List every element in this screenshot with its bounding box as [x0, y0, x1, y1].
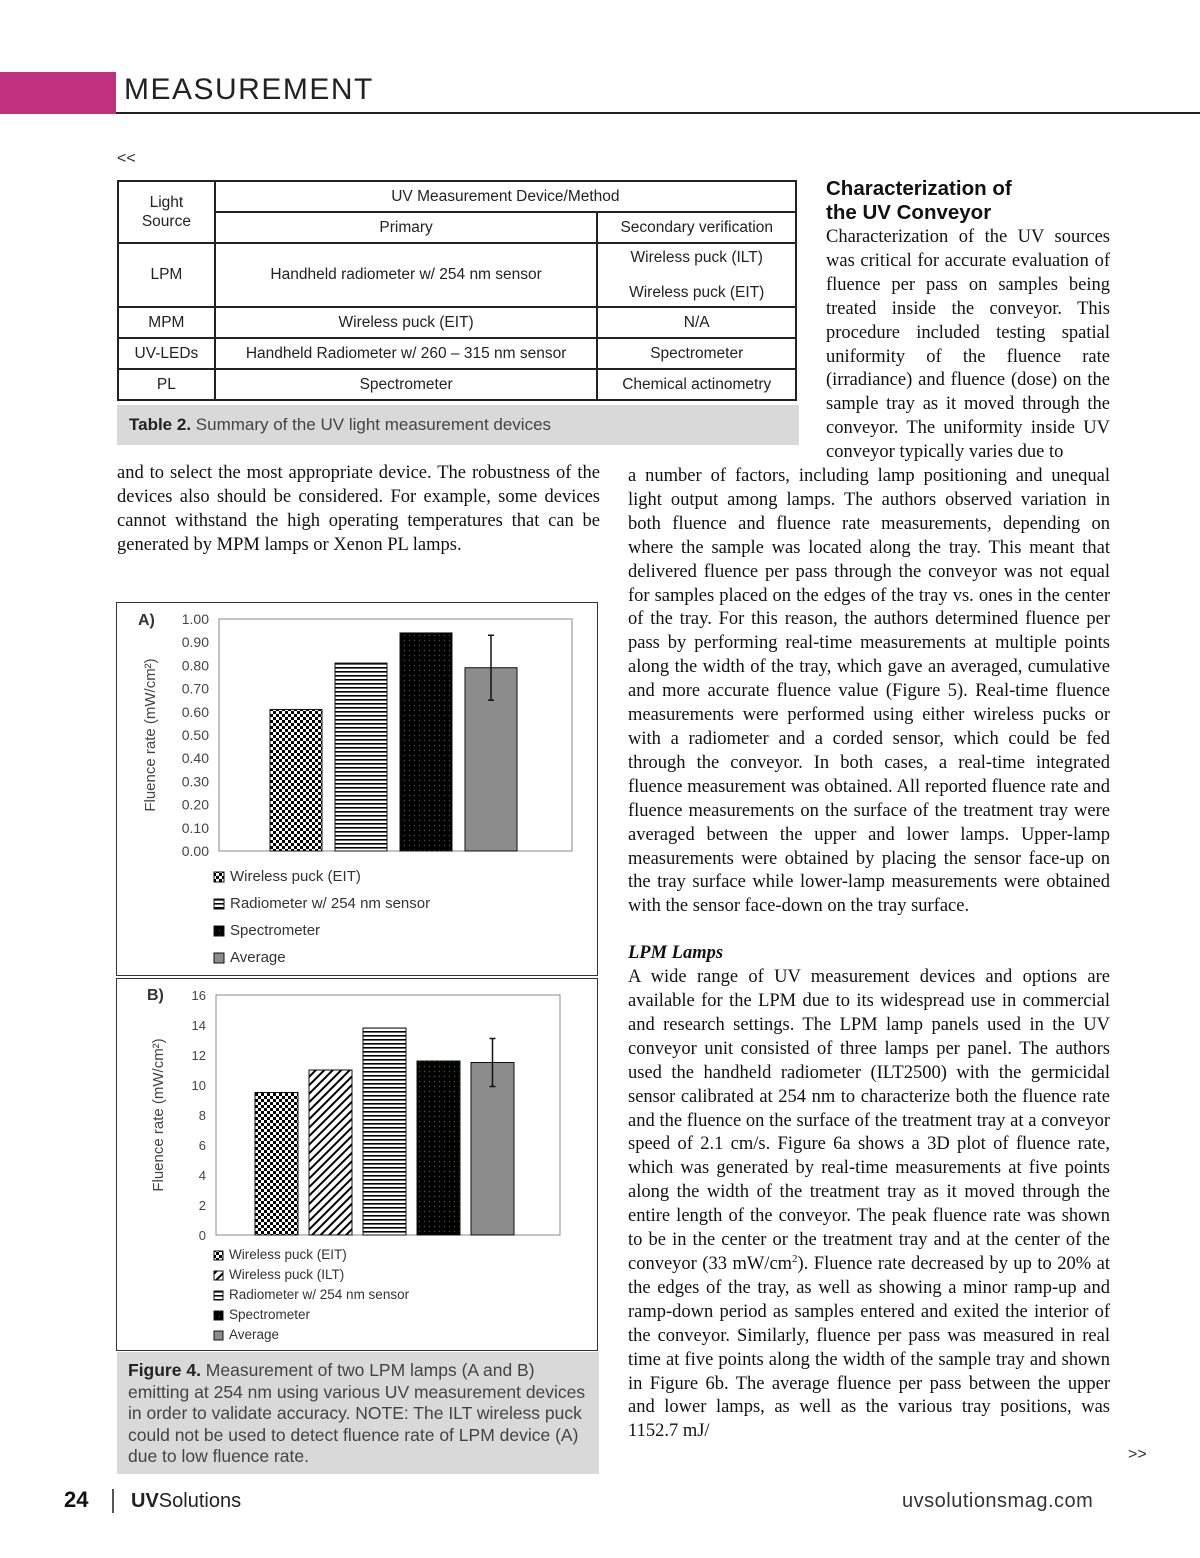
y-tick-label: 8	[198, 1108, 206, 1123]
table-cell-source: PL	[118, 369, 215, 400]
legend-swatch	[214, 1291, 223, 1300]
y-tick-label: 4	[198, 1168, 206, 1183]
table-cell-source: UV-LEDs	[118, 338, 215, 369]
table-2	[117, 180, 797, 401]
table-cell-source: LPM	[118, 243, 215, 307]
bar	[309, 1070, 352, 1235]
table-cell-primary: Spectrometer	[215, 369, 598, 400]
y-tick-label: 0.70	[181, 680, 209, 697]
chart-a	[117, 603, 596, 974]
legend-label: Average	[229, 1327, 280, 1342]
legend-label: Wireless puck (EIT)	[230, 868, 361, 885]
bar	[471, 1063, 514, 1236]
figure-4-caption: Figure 4. Measurement of two LPM lamps (A and B) emitting at 254 nm using various UV measurement devices in order to validate accuracy. NOTE: The ILT wireless puck could not be used to detect fluence rate of LPM device (A) due to low fluence rate.	[117, 1352, 599, 1474]
left-body-text: and to select the most appropriate device. The robustness of the devices also should be considered. For example, some devices cannot withstand the high operating temperatures that can be generated by MPM lamps or Xenon PL lamps.	[117, 463, 600, 555]
section-color-bar	[0, 72, 116, 114]
y-tick-label: 0.10	[181, 819, 209, 836]
legend-swatch	[214, 899, 224, 909]
table-cell-source: MPM	[118, 307, 215, 338]
table-header-device: UV Measurement Device/Method	[215, 181, 796, 212]
y-tick-label: 0.30	[181, 773, 209, 790]
table-cell-primary: Wireless puck (EIT)	[215, 307, 598, 338]
table-header-primary: Primary	[215, 212, 598, 243]
bar	[400, 633, 452, 851]
y-tick-label: 0.50	[181, 727, 209, 743]
y-tick-label: 0.40	[181, 750, 209, 767]
bar	[255, 1093, 298, 1236]
bar	[417, 1061, 460, 1235]
right-body-text-top: Characterization of the UV sources was critical for accurate evaluation of fluence per pass on samples being treated inside the conveyor. This procedure included testing spatial uniformity of the fluence rate (irradiance) and fluence (dose) on the sample tray as it moved through the conveyor. The uniformity inside UV conveyor typically varies due to	[826, 227, 1110, 463]
legend-label: Average	[230, 949, 286, 966]
header-rule	[116, 112, 1200, 114]
table-cell-secondary: Wireless puck (ILT) Wireless puck (EIT)	[597, 243, 796, 307]
y-tick-label: 0	[198, 1228, 206, 1243]
y-tick-label: 2	[198, 1198, 206, 1213]
table-header-light-source: Light Source	[118, 181, 215, 243]
legend-label: Spectrometer	[230, 922, 321, 939]
legend-swatch	[214, 953, 224, 963]
chart-b	[117, 979, 596, 1349]
legend-swatch	[214, 1271, 223, 1280]
page-number: 24	[64, 1487, 89, 1512]
y-tick-label: 0.80	[181, 657, 209, 674]
legend-swatch	[214, 1331, 223, 1340]
y-tick-label: 0.60	[181, 703, 209, 720]
y-axis-label: Fluence rate (mW/cm²)	[150, 1038, 167, 1192]
prev-page-link[interactable]: <<	[117, 150, 136, 167]
panel-label: A)	[138, 612, 155, 629]
y-tick-label: 0.00	[181, 843, 209, 859]
bar	[335, 663, 387, 851]
table-cell-primary: Handheld Radiometer w/ 260 – 315 nm sensor	[215, 338, 598, 369]
y-axis-label: Fluence rate (mW/cm²)	[142, 658, 159, 812]
table-header-secondary: Secondary verification	[597, 212, 796, 243]
y-tick-label: 0.20	[181, 796, 209, 813]
y-tick-label: 1.00	[181, 611, 209, 627]
figure-4b	[116, 978, 598, 1351]
legend-label: Wireless puck (ILT)	[229, 1267, 345, 1282]
lpm-subheading: LPM Lamps	[628, 943, 724, 964]
legend-swatch	[214, 1251, 223, 1260]
legend-label: Radiometer w/ 254 nm sensor	[229, 1287, 410, 1302]
y-tick-label: 16	[191, 988, 206, 1003]
legend-label: Spectrometer	[229, 1307, 311, 1322]
table-cell-primary: Handheld radiometer w/ 254 nm sensor	[215, 243, 598, 307]
y-tick-label: 0.90	[181, 634, 209, 651]
table-cell-secondary: N/A	[597, 307, 796, 338]
legend-swatch	[214, 926, 224, 936]
y-tick-label: 10	[191, 1078, 206, 1093]
legend-swatch	[214, 872, 224, 882]
table-cell-secondary: Chemical actinometry	[597, 369, 796, 400]
footer-separator	[112, 1489, 114, 1513]
legend-label: Radiometer w/ 254 nm sensor	[230, 895, 431, 912]
y-tick-label: 14	[191, 1018, 206, 1033]
right-body-text-main: a number of factors, including lamp positioning and unequal light output among lamps. The authors observed variation in both fluence and fluence rate measurements, depending on where the sample was located along the tray. This meant that delivered fluence per pass through the conveyor was not equal for samples placed on the edges of the tray vs. ones in the center of the tray. For this reason, the authors determined fluence per pass by performing real-time measurements at multiple points along the width of the tray, which gave an averaged, cumulative and more accurate fluence value (Figure 5). Real-time fluence measurements were performed using either wireless pucks or with a radiometer and a corded sensor, which could be fed through the conveyor. In both cases, a real-time integrated fluence measurement was obtained. All reported fluence rate and fluence measurements on the surface of the treatment tray were averaged between the upper and lower lamps. Upper-lamp measurements were obtained by placing the sensor face-up on the tray surface while lower-lamp measurements were obtained with the sensor face-down on the tray surface. LPM Lamps A wide range of UV measurement devices and options are available for the LPM due to its widespread use in commercial and research settings. The LPM lamp panels used in the UV conveyor unit consisted of three lamps per panel. The authors used the handheld radiometer (ILT2500) with the germicidal sensor calibrated at 254 nm to characterize both the fluence rate and the fluence on the surface of the treatment tray at a conveyor speed of 2.1 cm/s. Figure 6a shows a 3D plot of fluence rate, which was generated by real-time measurements at five points along the width of the treatment tray as it moved through the entire length of the conveyor. The peak fluence rate was shown to be in the center or the treatment tray and at the center of the conveyor (33 $mW/cm^2$). Fluence rate decreased by up to 20% at the edges of the tray, as well as showing a minor ramp-up and ramp-down period as samples entered and exited the interior of the conveyor. Similarly, fluence per pass was measured in real time at five points along the width of the sample tray and shown in Figure 6b. The average fluence per pass between the upper and lower lamps, as well as the various tray positions, was 1152.7 mJ/	[628, 465, 1110, 1444]
bar	[270, 709, 322, 851]
footer-url[interactable]: uvsolutionsmag.com	[902, 1490, 1094, 1512]
footer-brand: UVSolutions	[131, 1490, 242, 1512]
legend-label: Wireless puck (EIT)	[229, 1247, 347, 1262]
section-title: MEASUREMENT	[124, 73, 374, 106]
table-2-caption: Table 2. Summary of the UV light measurement devices	[117, 405, 799, 445]
panel-label: B)	[147, 987, 164, 1004]
y-tick-label: 6	[198, 1138, 206, 1153]
table-cell-secondary: Spectrometer	[597, 338, 796, 369]
next-page-link[interactable]: >>	[1128, 1446, 1147, 1463]
lpm-paragraph: A wide range of UV measurement devices and options are available for the LPM due to its widespread use in commercial and research settings. The LPM lamp panels used in the UV conveyor unit consisted of three lamps per panel. The authors used the handheld radiometer (ILT2500) with the germicidal sensor calibrated at 254 nm to characterize both the fluence rate and the fluence on the surface of the treatment tray at a conveyor speed of 2.1 cm/s. Figure 6a shows a 3D plot of fluence rate, which was generated by real-time measurements at five points along the width of the treatment tray as it moved through the entire length of the conveyor. The peak fluence rate was shown to be in the center or the treatment tray and at the center of the conveyor (33 $mW/cm^2$). Fluence rate decreased by up to 20% at the edges of the tray, as well as showing a minor ramp-up and ramp-down period as samples entered and exited the interior of the conveyor. Similarly, fluence per pass was measured in real time at five points along the width of the sample tray and shown in Figure 6b. The average fluence per pass between the upper and lower lamps, as well as the various tray positions, was 1152.7 mJ/	[628, 967, 1110, 1442]
section-heading: Characterization of the UV Conveyor	[826, 177, 1012, 224]
y-tick-label: 12	[191, 1048, 206, 1063]
legend-swatch	[214, 1311, 223, 1320]
figure-4a	[116, 602, 598, 976]
bar	[363, 1028, 406, 1235]
